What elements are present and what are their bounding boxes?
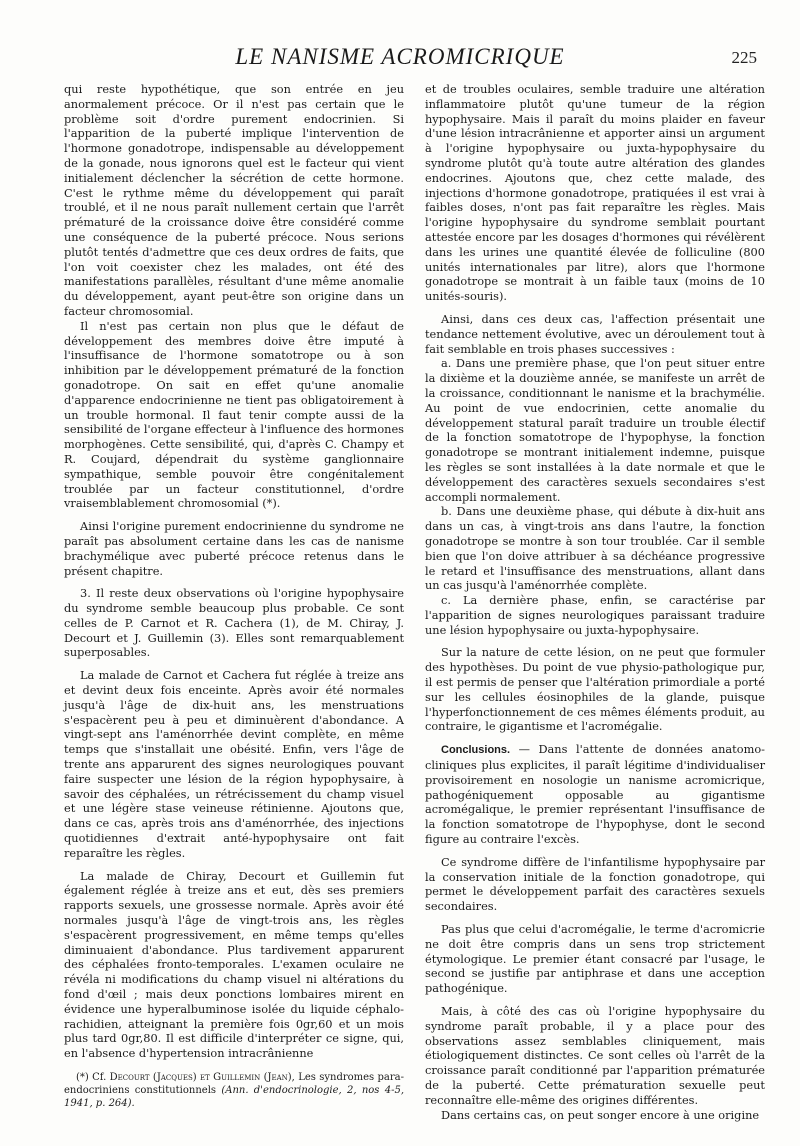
conclusions-text: — Dans l'attente de données anatomo-cliniques plus explicites, il paraît légitime d'individualiser provisoirement en nosologie un nanisme acromicrique, pathogéniquement opposable au gigantisme acromégalique, le premier représentant l'insuffisance de la fonction somatotrope de l'hypophyse, dont le second figure au contraire l'excès. — [425, 742, 765, 847]
paragraph: Pas plus que celui d'acromégalie, le terme d'acromicrie ne doit être compris dans un sens trop strictement étymologique. Le premier étant consacré par l'usage, le second se justifie par antiphrase et dans une acception pathogénique. — [425, 922, 765, 996]
paragraph: Il n'est pas certain non plus que le défaut de développement des membres doive être imputé à l'insuffisance de l'hormone somatotrope ou à son inhibition par le développement prématuré de la fonction gonadotrope. On sait en effet qu'une anomalie d'apparence endocrinienne ne tient pas obligatoirement à un trouble hormonal. Il faut tenir compte aussi de la sensibilité de l'organe effecteur à l'influence des hormones morphogènes. Cette sensibilité, qui, d'après C. Champy et R. Coujard, dépendrait du système ganglionnaire sympathique, semble pouvoir être congénitalement troublée par un facteur constitutionnel, d'ordre vraisemblablement chromosomial (*). — [64, 318, 404, 511]
paragraph: qui reste hypothétique, que son entrée en jeu anormalement précoce. Or il n'est pas certain que le problème soit d'ordre purement endocrinien. Si l'apparition de la puberté implique l'intervention de l'hormone gonadotrope, indispensable au développement de la gonade, nous ignorons quel est le facteur qui vient initialement déclencher la sécrétion de cette hormone. C'est le rythme même du développement qui paraît troublé, et il ne nous paraît nullement certain que l'arrêt prématuré de la croissance doive être considéré comme une conséquence de la puberté précoce. Nous serions plutôt tentés d'admettre que ces deux ordres de faits, que l'on voit coexister chez les malades, ont été des manifestations parallèles, résultant d'une même anomalie du développement, ayant peut-être son origine dans un facteur chromosomial. — [64, 82, 404, 318]
right-column — [425, 82, 765, 1122]
paragraph: Ce syndrome diffère de l'infantilisme hypophysaire par la conservation initiale de la fonction gonadotrope, qui permet le développement parfait des caractères sexuels secondaires. — [425, 854, 765, 914]
paragraph: La malade de Chiray, Decourt et Guillemin fut également réglée à treize ans et eut, dès ses premiers rapports sexuels, une grossesse normale. Après avoir été normales jusqu'à l'âge de vingt-trois ans, les règles s'espacèrent progressivement, en même temps qu'elles diminuaient d'abondance. Plus tardivement apparurent des céphalées fronto-temporales. L'examen oculaire ne révéla ni modifications du champ visuel ni altérations du fond d'œil ; mais deux ponctions lombaires mirent en évidence une hyperalbuminose isolée du liquide céphalo-rachidien, atteignant la première fois 0gr,60 et un mois plus tard 0gr,80. Il est difficile d'interpréter ce signe, qui, en l'absence d'hypertension intracrânienne — [64, 868, 404, 1061]
footnote-mark: (*) Cf. — [76, 1072, 107, 1083]
paragraph: Sur la nature de cette lésion, on ne peut que formuler des hypothèses. Du point de vue physio-pathologique pur, il est permis de penser que l'altération primordiale a porté sur les cellules éosinophiles de la glande, puisque l'hyperfonctionnement de ces mêmes éléments produit, au contraire, le gigantisme et l'acromégalie. — [425, 645, 765, 734]
footnote — [64, 1071, 404, 1110]
footnote-authors: Decourt (Jacques) et Guillemin (Jean), — [109, 1072, 295, 1083]
paragraph: b. Dans une deuxième phase, qui débute à dix-huit ans dans un cas, à vingt-trois ans dans l'autre, la fonction gonadotrope se montre à son tour troublée. Car il semble bien que l'on doive attribuer à sa déchéance progressive le retard et l'insuffisance des menstruations, allant dans un cas jusqu'à l'aménorrhée complète. — [425, 504, 765, 593]
paragraph: Ainsi, dans ces deux cas, l'affection présentait une tendance nettement évolutive, avec un déroulement tout à fait semblable en trois phases successives : — [425, 311, 765, 356]
paragraph: 3. Il reste deux observations où l'origine hypophysaire du syndrome semble beaucoup plus probable. Ce sont celles de P. Carnot et R. Cachera (1), de M. Chiray, J. Decourt et J. Guillemin (3). Elles sont remarquablement superposables. — [64, 586, 404, 660]
footnote-source: (Ann. d'endocrinologie, 2, nos 4-5, 1941, p. 264). — [64, 1085, 404, 1109]
running-title: LE NANISME ACROMICRIQUE — [235, 44, 565, 69]
paragraph: La malade de Carnot et Cachera fut réglée à treize ans et devint deux fois enceinte. Après avoir été normales jusqu'à l'âge de dix-huit ans, les menstruations s'espacèrent peu à peu et diminuèrent d'abondance. A vingt-sept ans l'aménorrhée devint complète, en même temps que s'installait une obésité. Enfin, vers l'âge de trente ans apparurent des signes neurologiques pouvant faire suspecter une lésion de la région hypophysaire, à savoir des céphalées, un rétrécissement du champ visuel et une légère stase veineuse rétinienne. Ajoutons que, dans ce cas, après trois ans d'aménorrhée, des injections quotidiennes d'extrait anté-hypophysaire ont fait reparaître les règles. — [64, 668, 404, 860]
paragraph: a. Dans une première phase, que l'on peut situer entre la dixième et la douzième année, se manifeste un arrêt de la croissance, conditionnant le nanisme et la brachymélie. Au point de vue endocrinien, cette anomalie du développement statural paraît traduire un trouble électif de la fonction somatotrope de l'hypophyse, la fonction gonadotrope se montrant initialement indemne, puisque les règles se sont installées à la date normale et que le développement des caractères sexuels secondaires s'est accompli normalement. — [425, 356, 765, 504]
page-number: 225 — [731, 48, 757, 67]
paragraph: Mais, à côté des cas où l'origine hypophysaire du syndrome paraît probable, il y a place pour des observations assez semblables cliniquement, mais étiologiquement distinctes. Ce sont celles où l'arrêt de la croissance paraît conditionné par l'apparition prématurée de la puberté. Cette prématuration sexuelle peut reconnaître elle-même des origines différentes. — [425, 1004, 765, 1107]
paragraph: et de troubles oculaires, semble traduire une altération inflammatoire plutôt qu'une tumeur de la région hypophysaire. Mais il paraît du moins plaider en faveur d'une lésion intracrânienne et apporter ainsi un argument à l'origine hypophysaire ou juxta-hypophysaire du syndrome plutôt qu'à toute autre altération des glandes endocrines. Ajoutons que, chez cette malade, des injections d'hormone gonadotrope, pratiquées il est vrai à faibles doses, n'ont pas fait reparaître les règles. Mais l'origine hypophysaire du syndrome semblait pourtant attestée encore par les dosages d'hormones qui révélèrent dans les urines une quantité élevée de folliculine (800 unités internationales par litre), alors que l'hormone gonadotrope se montrait à un faible taux (moins de 10 unités-souris). — [425, 82, 765, 304]
paragraph — [425, 742, 765, 847]
footnote-title: Les syndromes para-endocriniens constitutionnels — [64, 1072, 404, 1096]
paragraph: Ainsi l'origine purement endocrinienne du syndrome ne paraît pas absolument certaine dans les cas de nanisme brachymélique avec puberté précoce retenus dans le présent chapitre. — [64, 519, 404, 578]
conclusions-heading: Conclusions. — [441, 744, 511, 757]
paragraph: c. La dernière phase, enfin, se caractérise par l'apparition de signes neurologiques paraissant traduire une lésion hypophysaire ou juxta-hypophysaire. — [425, 593, 765, 637]
paragraph: Dans certains cas, on peut songer encore à une origine — [441, 1107, 760, 1122]
left-column — [64, 82, 404, 1110]
